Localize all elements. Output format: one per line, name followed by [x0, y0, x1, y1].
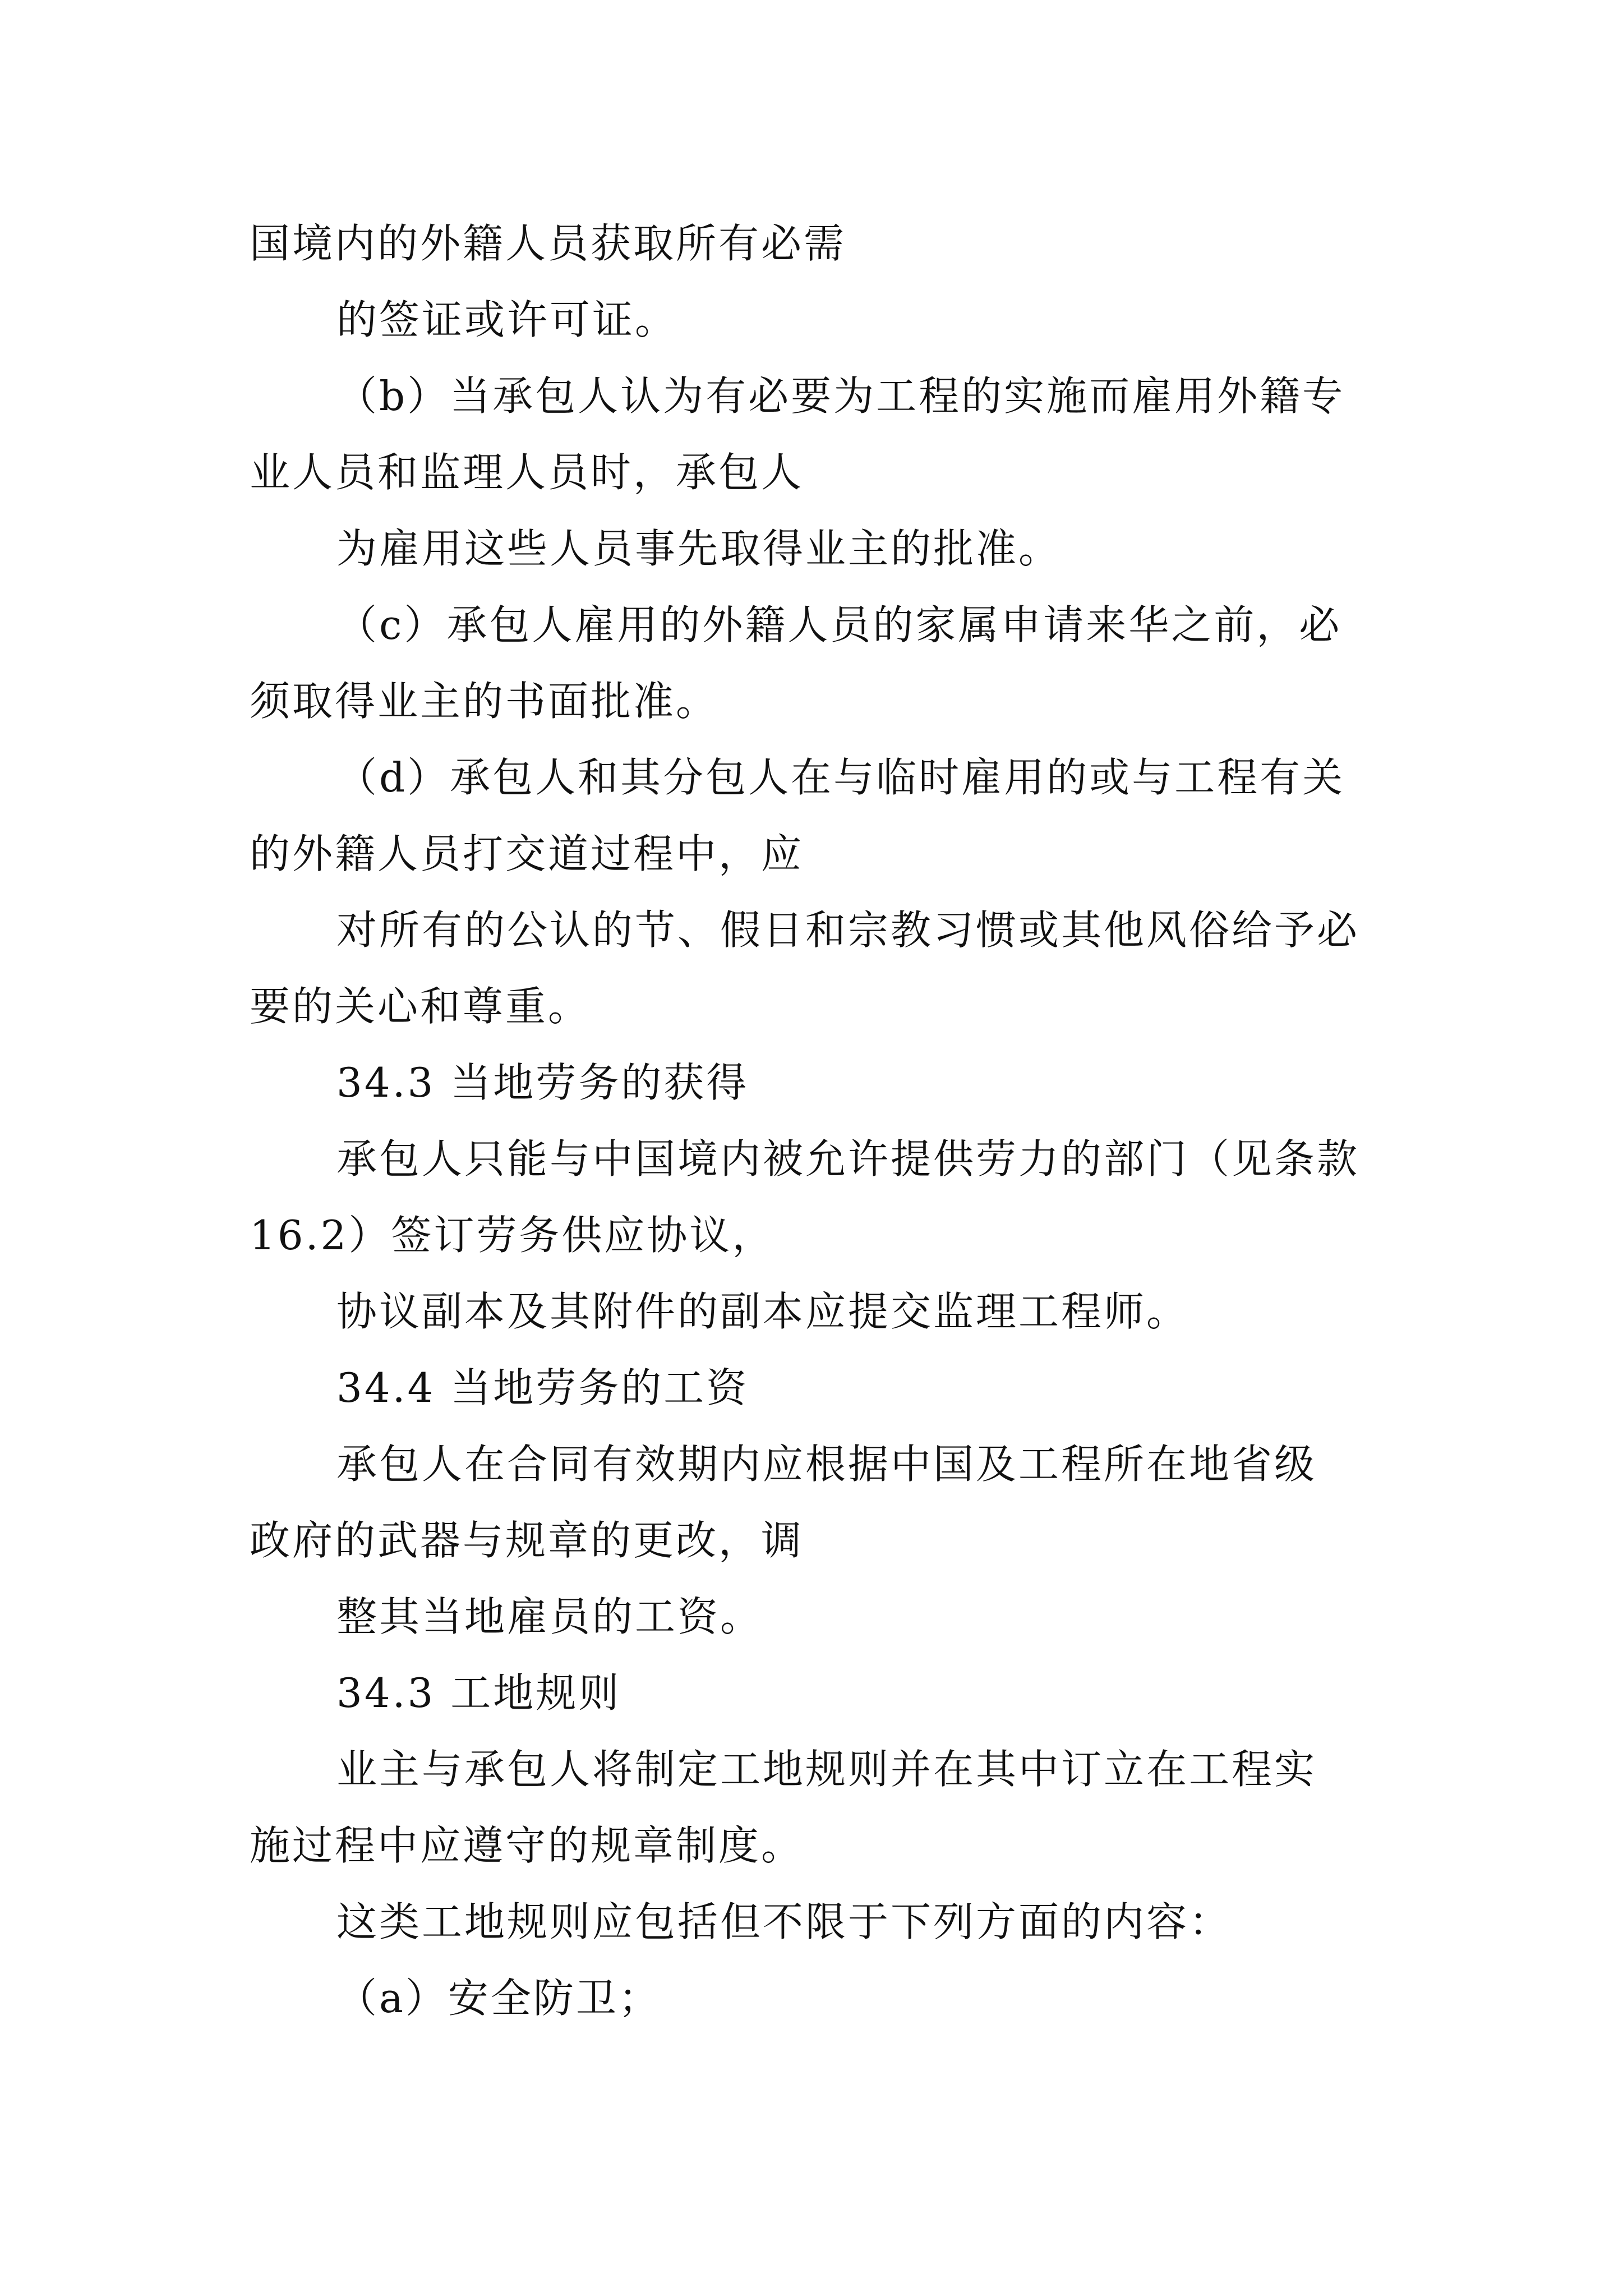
text-line: 施过程中应遵守的规章制度。: [250, 1822, 804, 1869]
text-line: 业主与承包人将制定工地规则并在其中订立在工程实: [336, 1746, 1317, 1793]
text-line: 这类工地规则应包括但不限于下列方面的内容：: [336, 1898, 1232, 1945]
text-line: 的外籍人员打交道过程中，应: [250, 830, 804, 877]
section-heading: 34.3 工地规则: [336, 1669, 621, 1717]
text-line: 整其当地雇员的工资。: [336, 1593, 763, 1640]
text-line: 须取得业主的书面批准。: [250, 678, 719, 725]
text-line: 的签证或许可证。: [336, 296, 678, 343]
list-item: （a）安全防卫；: [336, 1975, 661, 2022]
text-line: 要的关心和尊重。: [250, 983, 591, 1030]
text-line: （c）承包人雇用的外籍人员的家属申请来华之前，必: [336, 601, 1342, 648]
text-line: 协议副本及其附件的副本应提交监理工程师。: [336, 1288, 1189, 1335]
text-line: （b）当承包人认为有必要为工程的实施而雇用外籍专: [336, 372, 1345, 420]
text-line: 国境内的外籍人员获取所有必需: [250, 220, 847, 267]
text-line: 对所有的公认的节、假日和宗教习惯或其他风俗给予必: [336, 907, 1360, 954]
text-line: 政府的武器与规章的更改，调: [250, 1517, 804, 1564]
section-heading: 34.4 当地劳务的工资: [336, 1364, 749, 1411]
text-line: 为雇用这些人员事先取得业主的批准。: [336, 525, 1062, 572]
text-line: 16.2）签订劳务供应协议，: [250, 1212, 775, 1259]
text-line: 承包人只能与中国境内被允许提供劳力的部门（见条款: [336, 1135, 1360, 1182]
text-line: 业人员和监理人员时，承包人: [250, 449, 804, 496]
text-line: （d）承包人和其分包人在与临时雇用的或与工程有关: [336, 754, 1345, 801]
text-line: 承包人在合同有效期内应根据中国及工程所在地省级: [336, 1441, 1317, 1488]
section-heading: 34.3 当地劳务的获得: [336, 1059, 749, 1106]
